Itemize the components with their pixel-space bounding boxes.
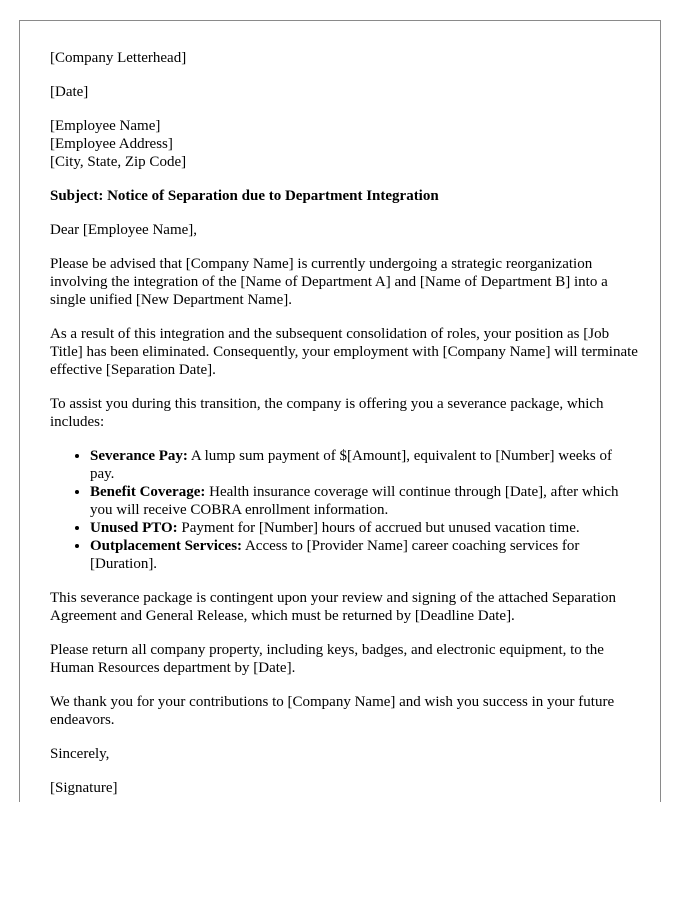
benefit-item-severance-pay bbox=[90, 447, 640, 483]
letter-date: [Date] bbox=[50, 84, 89, 100]
paragraph-position-eliminated: As a result of this integration and the subsequent consolidation of roles, your position as [Job Title] has been eliminated. Consequently, your employment with [Company Name] will terminate effective [Separation Date]. bbox=[50, 326, 638, 378]
benefit-label: Outplacement Services: bbox=[90, 538, 243, 554]
benefit-item-unused-pto bbox=[90, 519, 640, 537]
signature: [Signature] bbox=[50, 780, 118, 796]
benefit-label: Benefit Coverage: bbox=[90, 484, 206, 500]
recipient-block bbox=[50, 117, 640, 171]
benefit-item-outplacement bbox=[90, 537, 640, 573]
benefit-text: Access to [Provider Name] career coaching services for [Duration]. bbox=[90, 538, 580, 572]
letter-subject: Subject: Notice of Separation due to Department Integration bbox=[50, 188, 439, 204]
recipient-name: [Employee Name] bbox=[50, 118, 161, 134]
letter-page bbox=[19, 20, 661, 802]
recipient-city-state-zip: [City, State, Zip Code] bbox=[50, 154, 187, 170]
benefit-text: Health insurance coverage will continue through [Date], after which you will receive COBRA enrollment information. bbox=[90, 484, 619, 518]
salutation: Dear [Employee Name], bbox=[50, 222, 198, 238]
closing: Sincerely, bbox=[50, 746, 110, 762]
letter-body bbox=[50, 49, 640, 813]
benefit-text: A lump sum payment of $[Amount], equivalent to [Number] weeks of pay. bbox=[90, 448, 612, 482]
severance-benefits-list bbox=[50, 447, 640, 573]
benefit-text: Payment for [Number] hours of accrued but unused vacation time. bbox=[177, 520, 580, 536]
benefit-label: Severance Pay: bbox=[90, 448, 188, 464]
paragraph-severance-intro: To assist you during this transition, the company is offering you a severance package, which includes: bbox=[50, 396, 604, 430]
paragraph-reorganization: Please be advised that [Company Name] is currently undergoing a strategic reorganization involving the integration of the [Name of Department A] and [Name of Department B] into a single unified [New Department Name]. bbox=[50, 256, 608, 308]
company-letterhead: [Company Letterhead] bbox=[50, 50, 187, 66]
benefit-item-benefit-coverage bbox=[90, 483, 640, 519]
benefit-label: Unused PTO: bbox=[90, 520, 178, 536]
paragraph-thanks: We thank you for your contributions to [Company Name] and wish you success in your future endeavors. bbox=[50, 694, 615, 728]
paragraph-contingency: This severance package is contingent upon your review and signing of the attached Separation Agreement and General Release, which must be returned by [Deadline Date]. bbox=[50, 590, 617, 624]
paragraph-return-property: Please return all company property, including keys, badges, and electronic equipment, to the Human Resources department by [Date]. bbox=[50, 642, 604, 676]
recipient-address: [Employee Address] bbox=[50, 136, 173, 152]
